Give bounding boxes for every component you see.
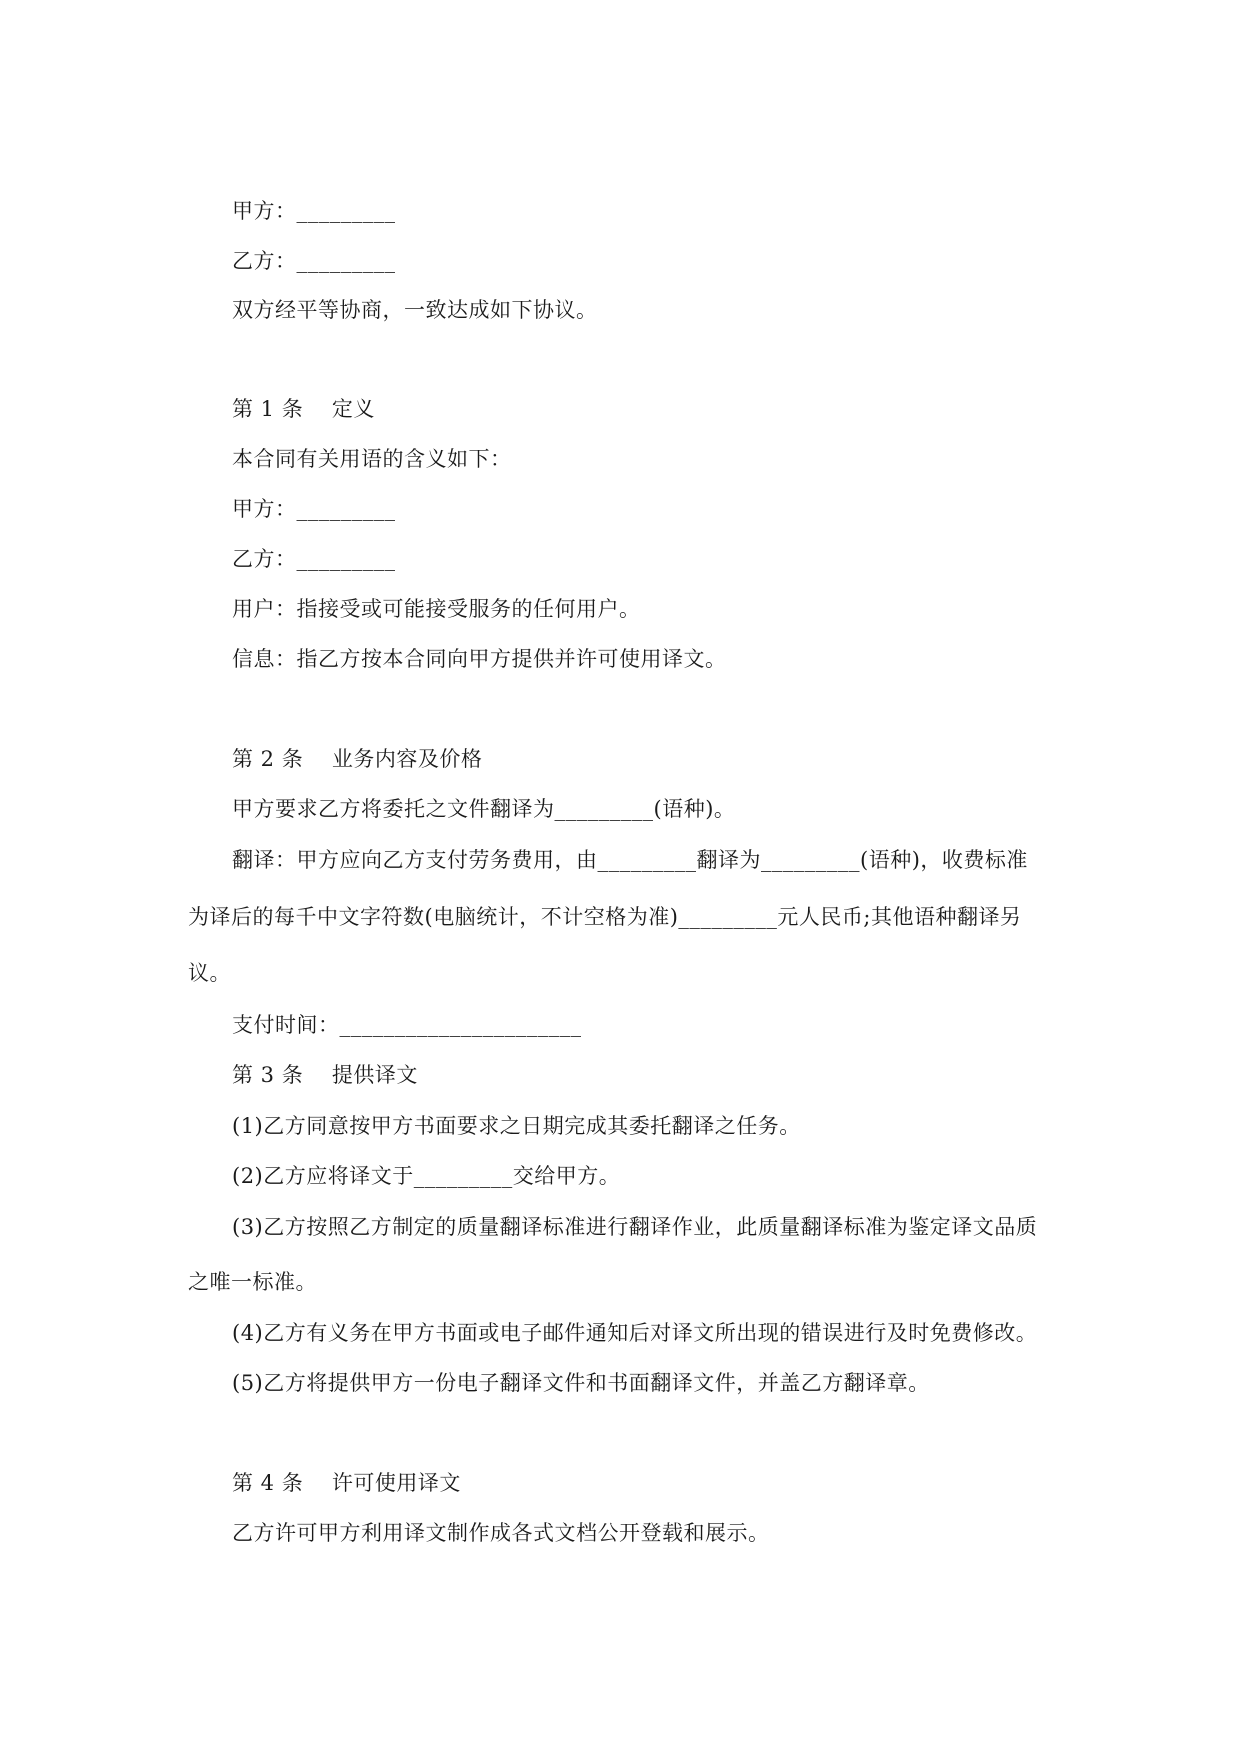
- clause-3-4: (4)乙方有义务在甲方书面或电子邮件通知后对译文所出现的错误进行及时免费修改。: [232, 1321, 1038, 1345]
- clause-3-2: (2)乙方应将译文于_________交给甲方。: [232, 1164, 621, 1188]
- payment-time: 支付时间：______________________: [232, 1013, 582, 1037]
- agreement-intro: 双方经平等协商，一致达成如下协议。: [232, 298, 598, 322]
- definitions-intro: 本合同有关用语的含义如下：: [232, 447, 512, 471]
- fee-paragraph-line-1: 翻译：甲方应向乙方支付劳务费用，由_________翻译为_________(语种)，收费标准: [232, 848, 1028, 872]
- definition-party-a: 甲方：_________: [232, 497, 396, 521]
- party-a-line: 甲方：_________: [232, 199, 396, 223]
- clause-3-1: (1)乙方同意按甲方书面要求之日期完成其委托翻译之任务。: [232, 1114, 801, 1138]
- fee-paragraph-line-2: 为译后的每千中文字符数(电脑统计，不计空格为准)_________元人民币;其他语种翻译另: [188, 905, 1022, 929]
- clause-3-3-line-2: 之唯一标准。: [188, 1270, 317, 1294]
- translation-request: 甲方要求乙方将委托之文件翻译为_________(语种)。: [232, 797, 736, 821]
- clause-3-5: (5)乙方将提供甲方一份电子翻译文件和书面翻译文件，并盖乙方翻译章。: [232, 1371, 930, 1395]
- clause-3-3-line-1: (3)乙方按照乙方制定的质量翻译标准进行翻译作业，此质量翻译标准为鉴定译文品质: [232, 1215, 1038, 1239]
- fee-paragraph-line-3: 议。: [188, 961, 231, 985]
- license-clause: 乙方许可甲方利用译文制作成各式文档公开登载和展示。: [232, 1521, 770, 1545]
- article-3-title: 第 3 条 提供译文: [232, 1063, 418, 1087]
- definition-information: 信息：指乙方按本合同向甲方提供并许可使用译文。: [232, 647, 727, 671]
- article-4-title: 第 4 条 许可使用译文: [232, 1471, 461, 1495]
- party-b-line: 乙方：_________: [232, 249, 396, 273]
- article-1-title: 第 1 条 定义: [232, 397, 375, 421]
- article-2-title: 第 2 条 业务内容及价格: [232, 747, 483, 771]
- definition-party-b: 乙方：_________: [232, 547, 396, 571]
- definition-user: 用户：指接受或可能接受服务的任何用户。: [232, 597, 641, 621]
